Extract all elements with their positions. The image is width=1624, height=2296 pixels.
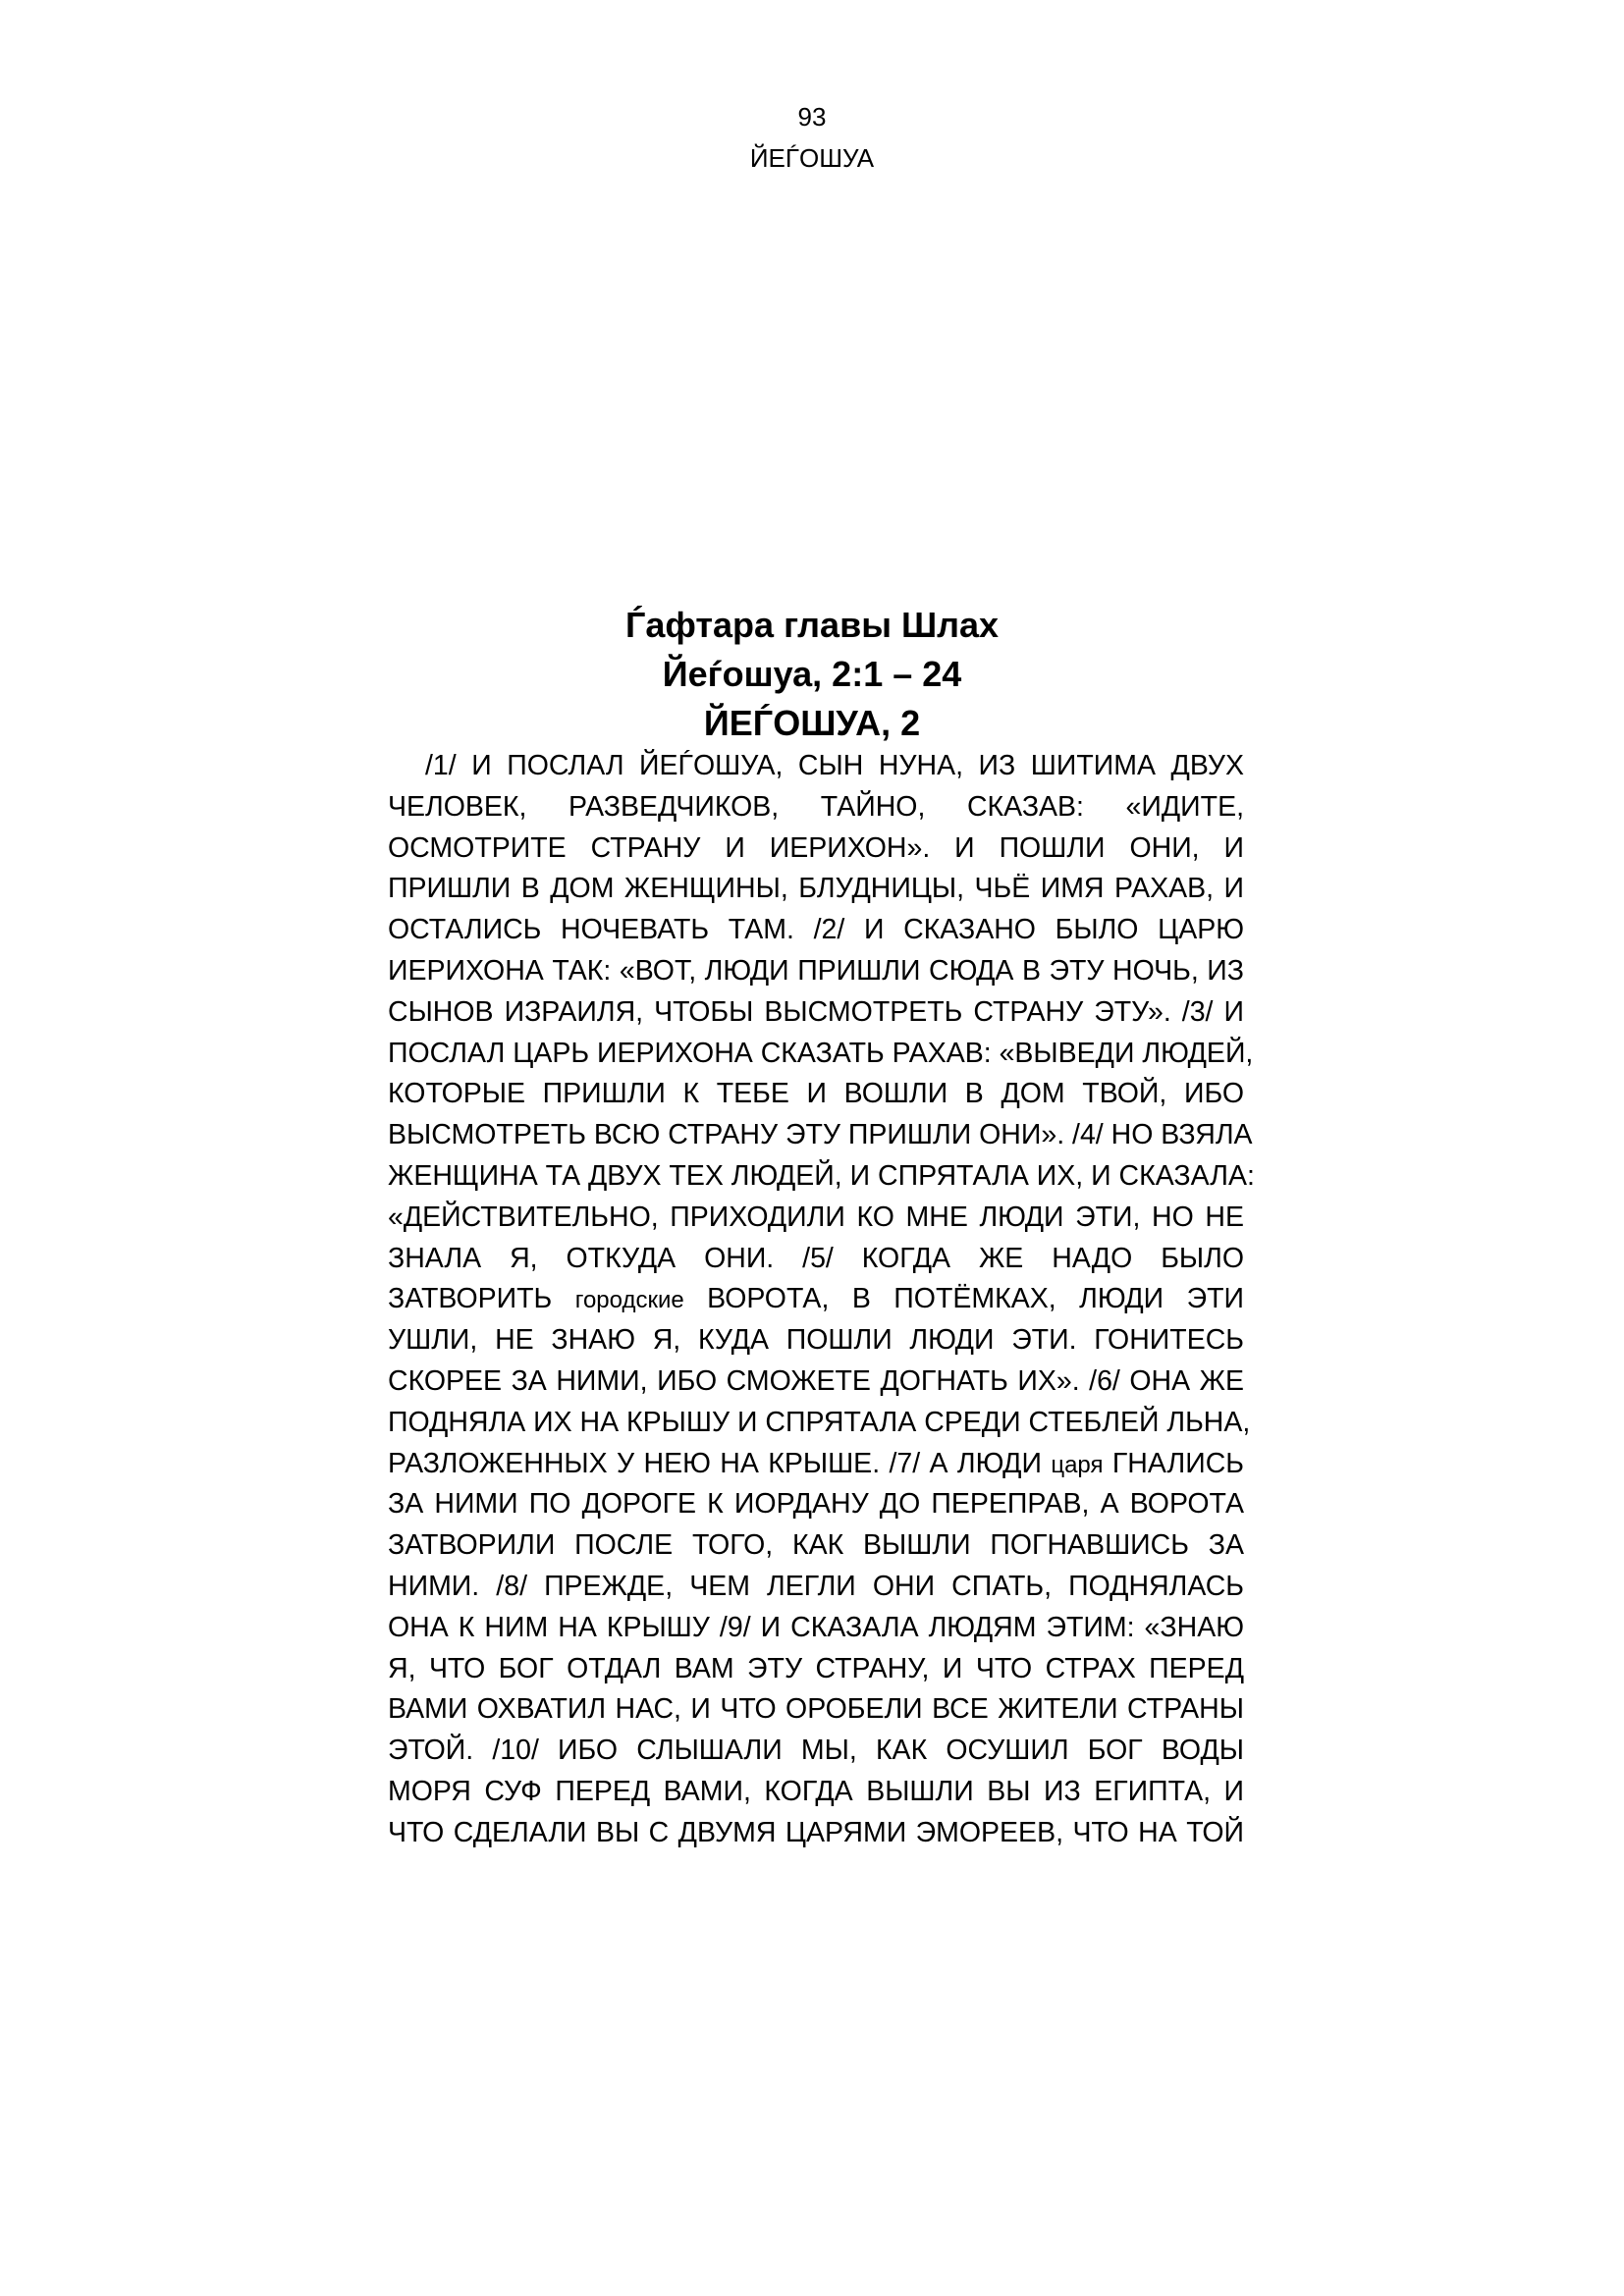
text-line: [388, 787, 1244, 828]
text-segment: УШЛИ, НЕ ЗНАЮ Я, КУДА ПОШЛИ ЛЮДИ ЭТИ. ГОНИТЕСЬ: [388, 1324, 1244, 1357]
text-line: [388, 869, 1244, 910]
running-title: ЙЕЃОШУА: [749, 143, 875, 173]
text-segment: ОСТАЛИСЬ НОЧЕВАТЬ ТАМ. /2/ И СКАЗАНО БЫЛО ЦАРЮ: [388, 914, 1244, 946]
text-line: [388, 1239, 1244, 1280]
text-segment: ПОСЛАЛ ЦАРЬ ИЕРИХОНА СКАЗАТЬ РАХАВ: «ВЫВЕДИ ЛЮДЕЙ,: [388, 1037, 1254, 1069]
text-line: [388, 746, 1244, 787]
text-line: [388, 1813, 1244, 1854]
text-segment: КОТОРЫЕ ПРИШЛИ К ТЕБЕ И ВОШЛИ В ДОМ ТВОЙ, ИБО: [388, 1078, 1244, 1110]
inserted-word: городские: [574, 1287, 684, 1314]
body-text: [388, 746, 1255, 1854]
text-line: [388, 1115, 1253, 1156]
text-segment: ВОРОТА, В ПОТЁМКАХ, ЛЮДИ ЭТИ: [683, 1283, 1244, 1315]
text-line: [388, 910, 1244, 951]
text-segment: ЧТО СДЕЛАЛИ ВЫ С ДВУМЯ ЦАРЯМИ ЭМОРЕЕВ, ЧТО НА ТОЙ: [388, 1816, 1244, 1848]
text-line: [388, 1362, 1244, 1403]
text-line: [388, 828, 1244, 870]
text-segment: ОСМОТРИТЕ СТРАНУ И ИЕРИХОН». И ПОШЛИ ОНИ, И: [388, 831, 1244, 864]
text-line: [388, 1074, 1244, 1115]
text-segment: ЖЕНЩИНА ТА ДВУХ ТЕХ ЛЮДЕЙ, И СПРЯТАЛА ИХ, И СКАЗАЛА:: [388, 1159, 1255, 1192]
inserted-word: царя: [1051, 1451, 1104, 1478]
text-segment: ЧЕЛОВЕК, РАЗВЕДЧИКОВ, ТАЙНО, СКАЗАВ: «ИДИТЕ,: [388, 790, 1244, 823]
text-line: [388, 1772, 1244, 1813]
text-segment: «ДЕЙСТВИТЕЛЬНО, ПРИХОДИЛИ КО МНЕ ЛЮДИ ЭТИ, НО НЕ: [388, 1201, 1244, 1233]
text-line: [388, 992, 1244, 1034]
text-segment: ПОДНЯЛА ИХ НА КРЫШУ И СПРЯТАЛА СРЕДИ СТЕБЛЕЙ ЛЬНА,: [388, 1406, 1251, 1438]
section-headings: [0, 601, 1624, 748]
text-line: [388, 951, 1244, 992]
chapter-title: ЙЕЃОШУА, 2: [703, 703, 921, 743]
text-segment: ПРИШЛИ В ДОМ ЖЕНЩИНЫ, БЛУДНИЦЫ, ЧЬЁ ИМЯ РАХАВ, И: [388, 873, 1244, 905]
text-segment: НИМИ. /8/ ПРЕЖДЕ, ЧЕМ ЛЕГЛИ ОНИ СПАТЬ, ПОДНЯЛАСЬ: [388, 1570, 1244, 1602]
text-line: [388, 1279, 1244, 1320]
text-line: [388, 1689, 1244, 1731]
text-line: [388, 1649, 1244, 1690]
text-segment: /1/ И ПОСЛАЛ ЙЕЃОШУА, СЫН НУНА, ИЗ ШИТИМА ДВУХ: [425, 750, 1244, 781]
text-line: [388, 1034, 1254, 1075]
text-segment: ЗНАЛА Я, ОТКУДА ОНИ. /5/ КОГДА ЖЕ НАДО БЫЛО: [388, 1242, 1244, 1274]
text-segment: ВЫСМОТРЕТЬ ВСЮ СТРАНУ ЭТУ ПРИШЛИ ОНИ». /4/ НО ВЗЯЛА: [388, 1119, 1253, 1151]
text-line: [388, 1320, 1244, 1362]
text-line: [388, 1484, 1244, 1525]
text-segment: МОРЯ СУФ ПЕРЕД ВАМИ, КОГДА ВЫШЛИ ВЫ ИЗ ЕГИПТА, И: [388, 1775, 1244, 1807]
text-line: [388, 1403, 1251, 1444]
text-segment: СЫНОВ ИЗРАИЛЯ, ЧТОБЫ ВЫСМОТРЕТЬ СТРАНУ ЭТУ». /3/ И: [388, 995, 1244, 1028]
text-segment: ЭТОЙ. /10/ ИБО СЛЫШАЛИ МЫ, КАК ОСУШИЛ БОГ ВОДЫ: [388, 1735, 1244, 1767]
text-segment: ВАМИ ОХВАТИЛ НАС, И ЧТО ОРОБЕЛИ ВСЕ ЖИТЕЛИ СТРАНЫ: [388, 1693, 1244, 1726]
text-segment: ОНА К НИМ НА КРЫШУ /9/ И СКАЗАЛА ЛЮДЯМ ЭТИМ: «ЗНАЮ: [388, 1611, 1244, 1643]
scripture-reference: Йеѓошуа, 2:1 – 24: [662, 654, 962, 694]
text-segment: СКОРЕЕ ЗА НИМИ, ИБО СМОЖЕТЕ ДОГНАТЬ ИХ». /6/ ОНА ЖЕ: [388, 1364, 1244, 1397]
text-line: [388, 1731, 1244, 1772]
text-line: [388, 1567, 1244, 1608]
text-line: [388, 1156, 1255, 1198]
page-header: [0, 96, 1624, 179]
text-line: [388, 1444, 1244, 1485]
text-segment: ЗАТВОРИЛИ ПОСЛЕ ТОГО, КАК ВЫШЛИ ПОГНАВШИСЬ ЗА: [388, 1529, 1244, 1562]
text-segment: Я, ЧТО БОГ ОТДАЛ ВАМ ЭТУ СТРАНУ, И ЧТО СТРАХ ПЕРЕД: [388, 1652, 1244, 1684]
text-line: [388, 1608, 1244, 1649]
text-segment: РАЗЛОЖЕННЫХ У НЕЮ НА КРЫШЕ. /7/ А ЛЮДИ: [388, 1447, 1052, 1479]
text-segment: ЗА НИМИ ПО ДОРОГЕ К ИОРДАНУ ДО ПЕРЕПРАВ, А ВОРОТА: [388, 1488, 1244, 1521]
text-line: [388, 1525, 1244, 1567]
text-segment: ГНАЛИСЬ: [1103, 1447, 1244, 1479]
text-line: [388, 1198, 1244, 1239]
page-number: 93: [797, 102, 827, 132]
text-segment: ИЕРИХОНА ТАК: «ВОТ, ЛЮДИ ПРИШЛИ СЮДА В ЭТУ НОЧЬ, ИЗ: [388, 954, 1244, 987]
text-segment: ЗАТВОРИТЬ: [388, 1283, 575, 1315]
haftarah-title: Ѓафтара главы Шлах: [624, 605, 1000, 645]
